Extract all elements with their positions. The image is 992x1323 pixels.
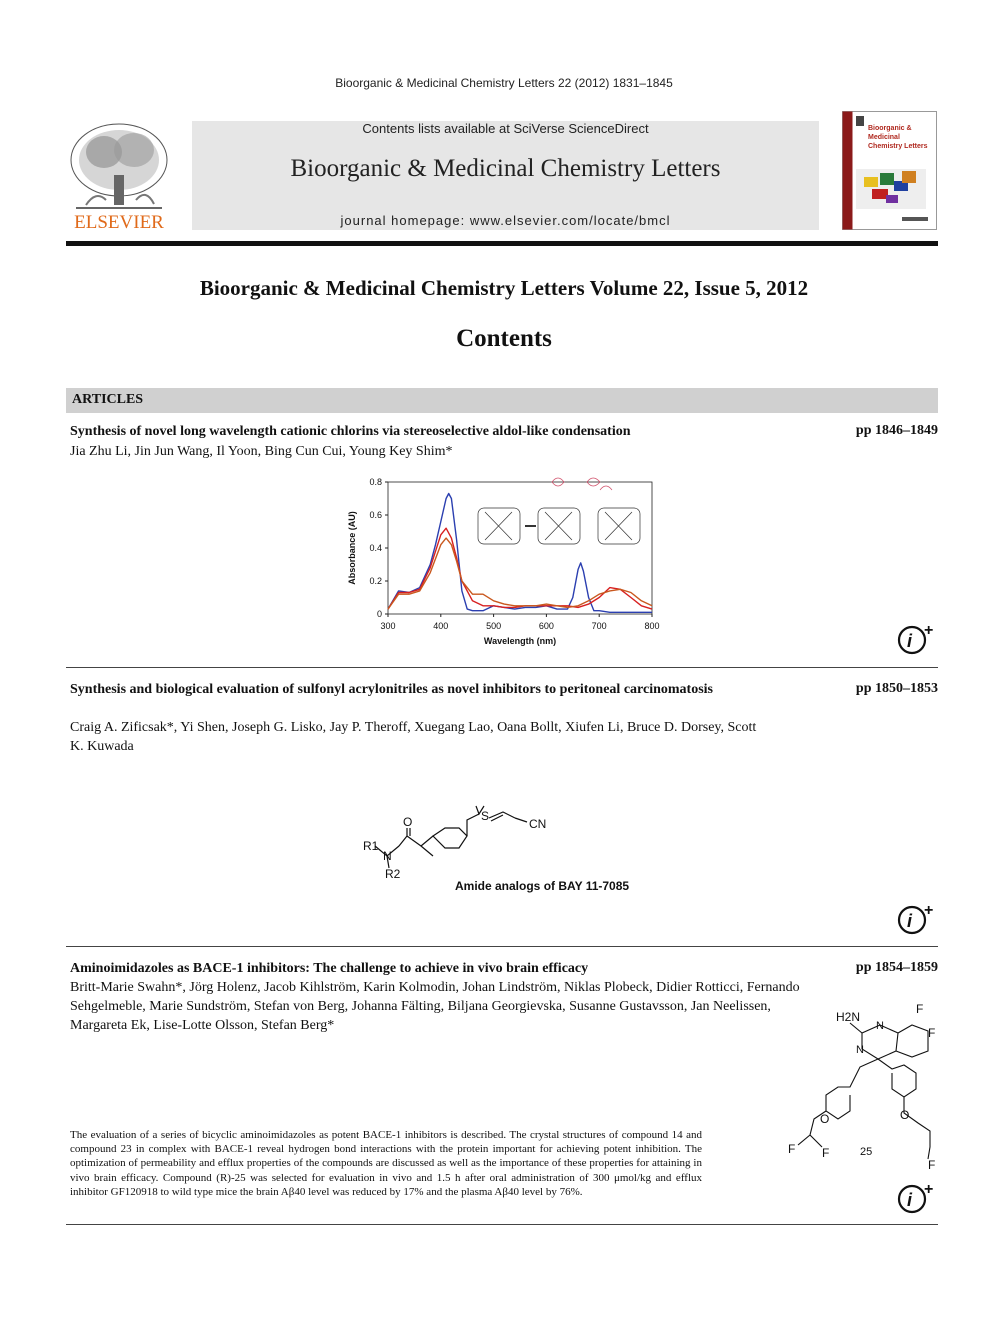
y-tick-label: 0.2: [369, 576, 382, 586]
y-axis-label: Absorbance (AU): [347, 511, 357, 585]
article-divider: [66, 946, 938, 947]
svg-text:+: +: [924, 1181, 934, 1198]
info-plus-icon[interactable]: [896, 1181, 938, 1215]
header-rule: [66, 241, 938, 246]
scheme2-caption: Amide analogs of BAY 11-7085: [455, 879, 630, 893]
svg-text:i: i: [907, 1190, 913, 1210]
journal-homepage[interactable]: journal homepage: www.elsevier.com/locate/bmcl: [340, 213, 671, 228]
scheme2-label-cn: CN: [529, 817, 547, 831]
journal-cover: [842, 111, 937, 230]
chart-series: [388, 494, 652, 613]
compound-number: 25: [860, 1146, 873, 1158]
svg-text:+: +: [924, 622, 934, 639]
scheme3-label-f2: F: [928, 1026, 936, 1040]
plot-frame: [388, 482, 652, 614]
journal-name: Bioorganic & Medicinal Chemistry Letters: [290, 155, 721, 182]
x-tick-label: 300: [380, 621, 396, 631]
article-title[interactable]: Synthesis and biological evaluation of sulfonyl acrylonitriles as novel inhibitors to peritoneal carcinomatosis: [70, 682, 713, 697]
article-authors: Britt-Marie Swahn*, Jörg Holenz, Jacob Kihlström, Karin Kolmodin, Johan Lindström, Niklas Plobeck, Didier Rotticci, Fernando Sehgelmeble, Marie Sundström, Stefan von Berg, Johanna Fälting, Biljana Georgievska, Susanne Gustavsson, Jan Neelissen, Margareta Ek, Lise-Lotte Olsson, Stefan Berg*: [70, 980, 800, 1033]
elsevier-logo: [66, 120, 172, 232]
scheme3-label-f3: F: [788, 1142, 796, 1156]
article-abstract: The evaluation of a series of bicyclic aminoimidazoles as potent BACE-1 inhibitors is described. The crystal structures of compound 14 and compound 23 in complex with BACE-1 reveal hydrogen bond interactions with the protein important for achieving potent inhibition. The optimization of permeability and efflux properties of the compounds are discussed as well as the importance of these properties for attaining in vivo brain efficacy. Compound (R)-25 was selected for evaluation in vivo and 1.5 h after oral administration of 300 μmol/kg and efflux inhibitor GF120918 to wild type mice the brain Aβ40 level was reduced by 17% and the plasma Aβ40 level by 76%.: [70, 1129, 702, 1198]
scheme2-label-s: S: [481, 809, 490, 823]
journal-citation: Bioorganic & Medicinal Chemistry Letters 22 (2012) 1831–1845: [335, 76, 673, 90]
info-plus-icon[interactable]: [896, 622, 938, 656]
scheme3-label-f4: F: [822, 1146, 830, 1160]
scheme2-label-n: N: [383, 849, 392, 863]
scheme3-label-n2: N: [856, 1044, 864, 1056]
article-divider: [66, 667, 938, 668]
x-tick-label: 600: [538, 621, 554, 631]
elsevier-wordmark: ELSEVIER: [74, 212, 164, 233]
cover-title: Bioorganic & Medicinal Chemistry Letters: [868, 125, 928, 150]
scheme2-label-r2: R2: [385, 867, 401, 881]
section-bar: [66, 388, 938, 413]
series-blue: [388, 494, 652, 613]
scheme3-label-h2n: H2N: [836, 1010, 861, 1024]
compound-25-structure: [780, 995, 950, 1175]
y-tick-label: 0.8: [369, 477, 382, 487]
article-authors: Jia Zhu Li, Jin Jun Wang, Il Yoon, Bing Cun Cui, Young Key Shim*: [70, 444, 453, 459]
article-pages: pp 1854–1859: [855, 960, 938, 975]
svg-text:i: i: [907, 911, 913, 931]
scheme3-label-f1: F: [916, 1002, 924, 1016]
x-axis-label: Wavelength (nm): [483, 636, 557, 646]
contents-available-text: Contents lists available at SciVerse ScienceDirect: [362, 121, 649, 136]
article-title[interactable]: Synthesis of novel long wavelength cationic chlorins via stereoselective aldol-like condensation: [70, 424, 631, 439]
x-tick-label: 800: [644, 621, 660, 631]
info-plus-icon[interactable]: [896, 902, 938, 936]
y-tick-label: 0.6: [369, 510, 382, 520]
sulfonyl-acrylonitrile-structure: [355, 790, 655, 900]
scheme3-label-f5: F: [928, 1158, 936, 1172]
volume-title: Bioorganic & Medicinal Chemistry Letters Volume 22, Issue 5, 2012: [199, 276, 809, 300]
scheme3-label-n1: N: [876, 1020, 884, 1032]
svg-text:i: i: [907, 631, 913, 651]
x-tick-label: 400: [433, 621, 449, 631]
svg-text:+: +: [924, 902, 934, 919]
x-tick-label: 500: [486, 621, 502, 631]
absorbance-chart: [340, 470, 670, 655]
article-pages: pp 1850–1853: [855, 681, 938, 696]
scheme2-label-r1: R1: [363, 839, 379, 853]
scheme2-label-o: O: [403, 815, 413, 829]
article-title[interactable]: Aminoimidazoles as BACE-1 inhibitors: The challenge to achieve in vivo brain efficacy: [70, 961, 589, 976]
article-authors: Craig A. Zificsak*, Yi Shen, Joseph G. Lisko, Jay P. Theroff, Xuegang Lao, Oana Bollt, Xiufen Li, Bruce D. Dorsey, Scott K. Kuwada: [70, 720, 757, 754]
scheme3-label-o1: O: [820, 1112, 830, 1126]
chart-axes: [347, 477, 660, 646]
y-tick-label: 0.4: [369, 543, 382, 553]
scheme3-label-o2: O: [900, 1108, 910, 1122]
section-label: ARTICLES: [72, 392, 144, 407]
article-pages: pp 1846–1849: [855, 423, 938, 438]
x-tick-label: 700: [591, 621, 607, 631]
article-divider: [66, 1224, 938, 1225]
contents-heading: Contents: [456, 325, 552, 352]
y-tick-label: 0: [376, 609, 382, 619]
chlorin-structures-icon: [478, 478, 640, 544]
